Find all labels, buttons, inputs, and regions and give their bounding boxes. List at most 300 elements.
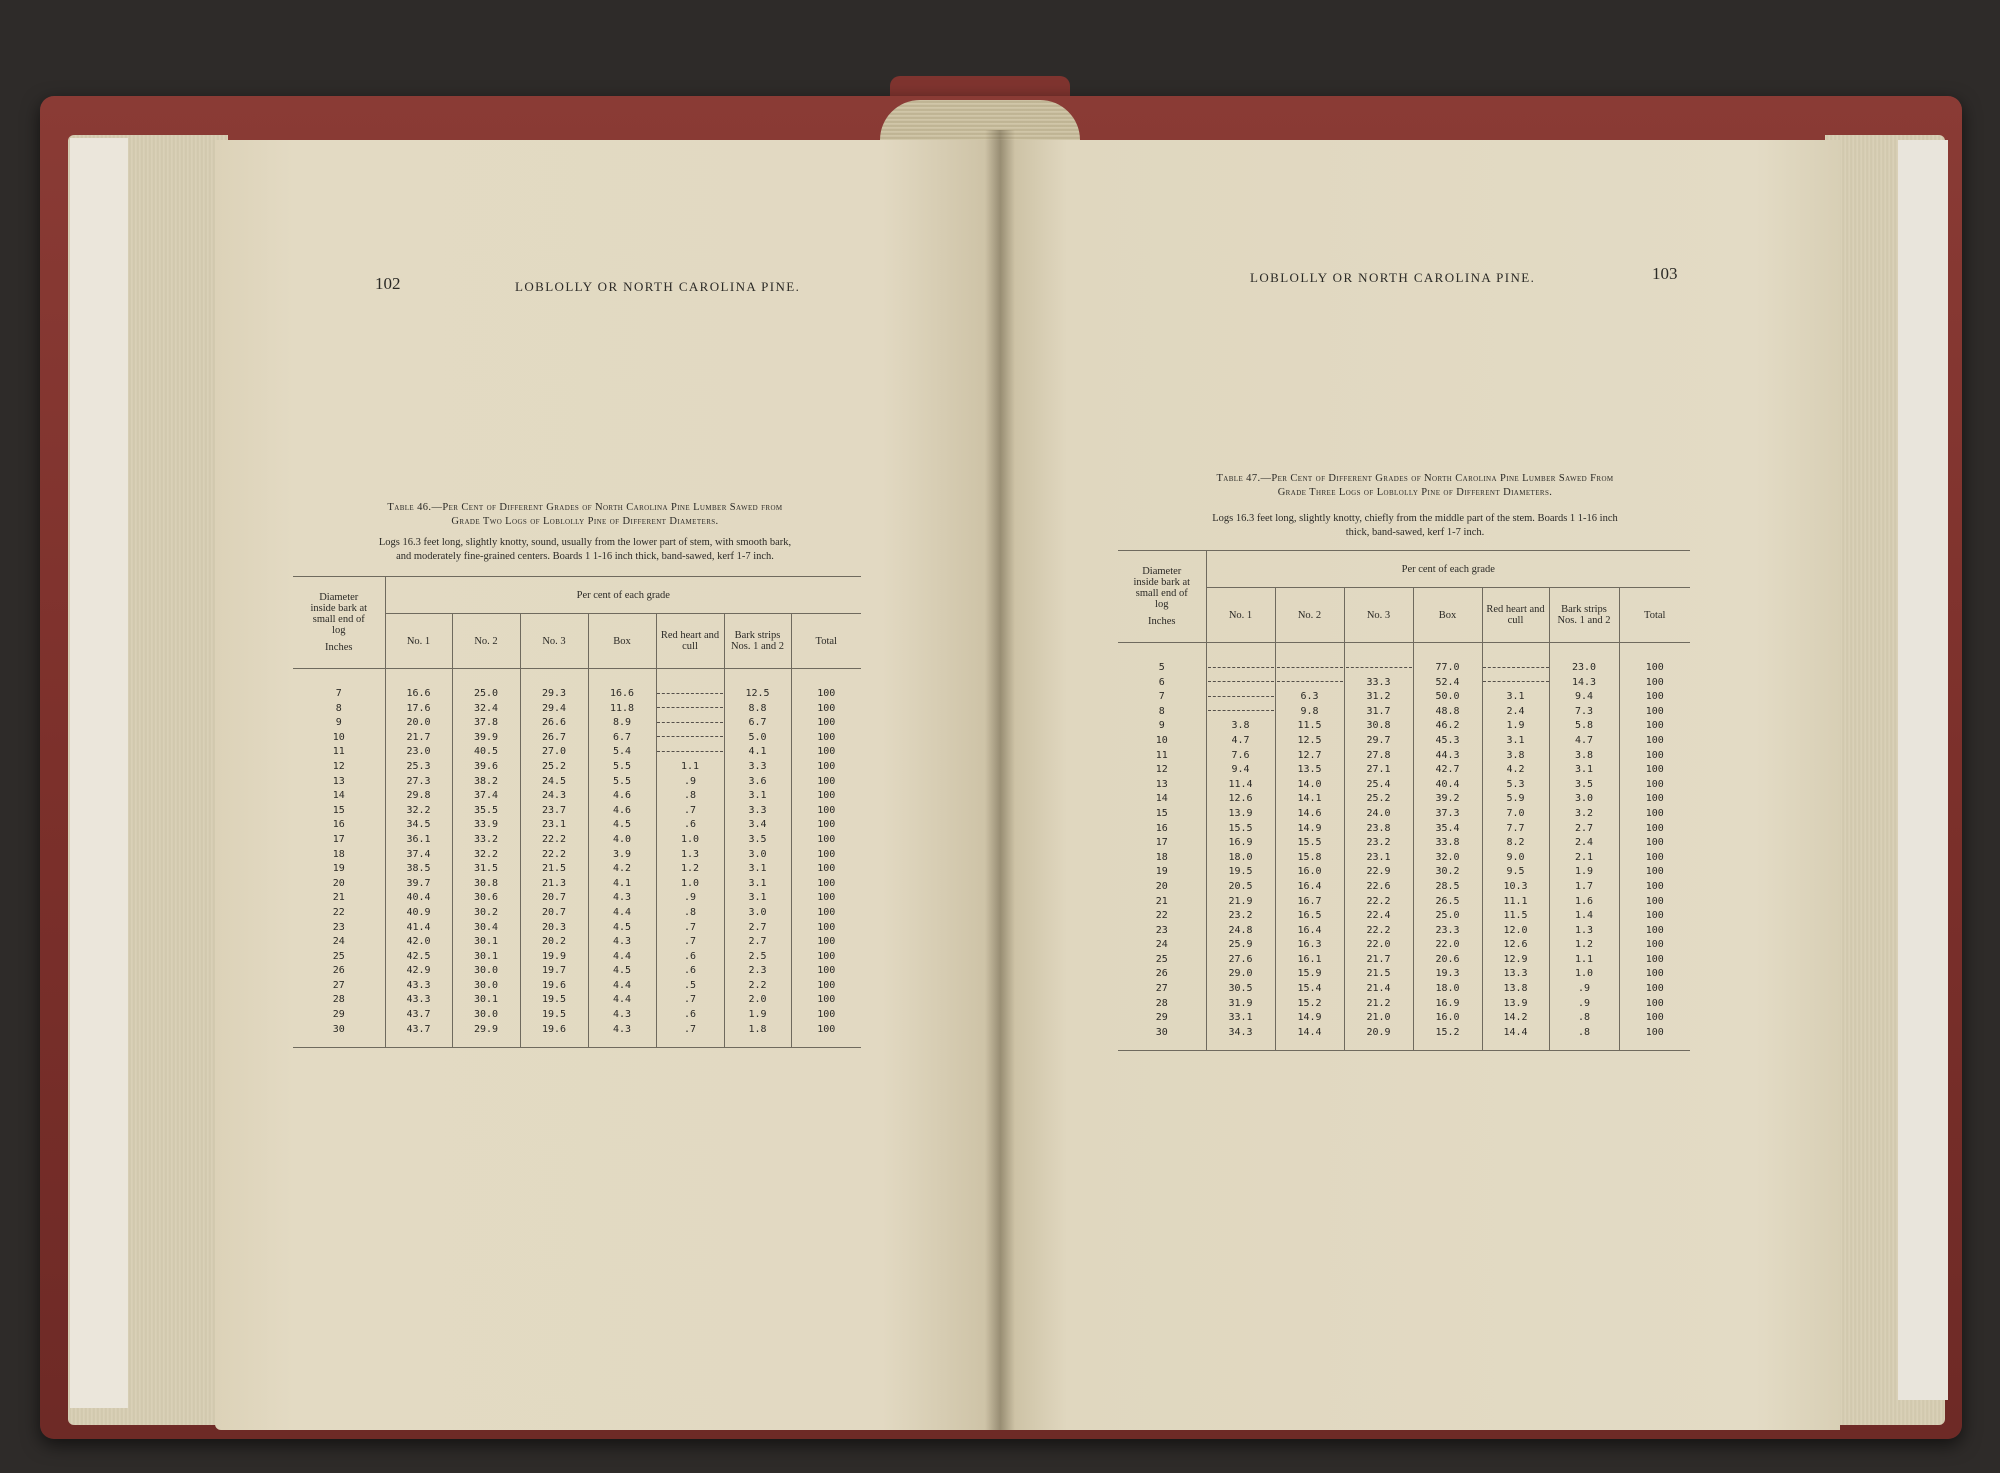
value-cell: 7.0	[1482, 807, 1549, 822]
table-row	[1118, 865, 1690, 880]
value-cell: 42.9	[385, 964, 452, 979]
value-cell: 100	[791, 669, 861, 702]
value-cell: 21.7	[385, 731, 452, 746]
value-cell: 26.5	[1413, 895, 1482, 910]
diameter-cell: 19	[1155, 866, 1168, 878]
diameter-cell: 20	[332, 877, 345, 889]
table-row	[293, 804, 861, 819]
value-cell: 7.6	[1206, 749, 1275, 764]
value-cell: 30.6	[452, 891, 520, 906]
value-cell: 15.4	[1275, 982, 1344, 997]
value-cell: 4.4	[588, 906, 656, 921]
value-cell: 22.2	[520, 848, 588, 863]
value-cell: 1.7	[1549, 880, 1619, 895]
value-cell: 19.5	[1206, 865, 1275, 880]
value-cell: .7	[656, 921, 724, 936]
value-cell: 3.5	[1549, 778, 1619, 793]
value-cell: 12.5	[724, 669, 791, 702]
value-cell: 12.9	[1482, 953, 1549, 968]
value-cell: 44.3	[1413, 749, 1482, 764]
value-cell: 23.1	[1344, 851, 1413, 866]
table-row	[293, 1023, 861, 1048]
value-cell: 4.5	[588, 964, 656, 979]
value-cell: 100	[1619, 690, 1690, 705]
value-cell: 4.4	[588, 993, 656, 1008]
value-cell: 15.5	[1275, 836, 1344, 851]
table-row	[293, 716, 861, 731]
value-cell: 16.9	[1206, 836, 1275, 851]
value-cell: 11.4	[1206, 778, 1275, 793]
column-header: Red heart and cull	[1482, 588, 1549, 643]
value-cell: 37.8	[452, 716, 520, 731]
value-cell: 28.5	[1413, 880, 1482, 895]
column-header: Red heart and cull	[656, 614, 724, 669]
value-cell: 20.2	[520, 935, 588, 950]
table-row	[293, 877, 861, 892]
table-caption-line: Table 47.—Per Cent of Different Grades of North Carolina Pine Lumber Sawed From	[1216, 473, 1614, 484]
value-cell: 42.7	[1413, 763, 1482, 778]
empty-value-dash	[1483, 681, 1549, 682]
value-cell: 22.0	[1344, 938, 1413, 953]
table-caption	[275, 501, 895, 529]
table-row	[293, 818, 861, 833]
value-cell: 25.2	[1344, 792, 1413, 807]
value-cell: 3.5	[724, 833, 791, 848]
value-cell: 13.3	[1482, 967, 1549, 982]
page-number: 103	[1652, 264, 1678, 283]
value-cell	[656, 702, 724, 717]
column-header: Total	[791, 614, 861, 669]
value-cell: 3.0	[724, 906, 791, 921]
column-header: Box	[588, 614, 656, 669]
value-cell	[1482, 643, 1549, 676]
value-cell: 13.9	[1206, 807, 1275, 822]
value-cell: 27.1	[1344, 763, 1413, 778]
value-cell: 3.2	[1549, 807, 1619, 822]
table-row	[1118, 1026, 1690, 1051]
table-row	[293, 669, 861, 702]
column-header: Box	[1413, 588, 1482, 643]
value-cell: 100	[791, 833, 861, 848]
diameter-cell: 25	[332, 950, 345, 962]
column-header: No. 1	[385, 614, 452, 669]
table-row	[1118, 792, 1690, 807]
value-cell: 100	[791, 1023, 861, 1048]
column-header: Bark strips Nos. 1 and 2	[724, 614, 791, 669]
column-header: Bark strips Nos. 1 and 2	[1549, 588, 1619, 643]
value-cell: .8	[656, 906, 724, 921]
value-cell: 9.0	[1482, 851, 1549, 866]
value-cell: 3.3	[724, 804, 791, 819]
value-cell: 1.9	[1549, 865, 1619, 880]
diameter-cell: 13	[1155, 778, 1168, 790]
diameter-cell: 7	[335, 688, 342, 699]
table-row	[1118, 807, 1690, 822]
value-cell: 1.0	[1549, 967, 1619, 982]
value-cell: 100	[791, 964, 861, 979]
empty-value-dash	[1208, 696, 1274, 697]
value-cell: 2.7	[724, 935, 791, 950]
value-cell: .6	[656, 818, 724, 833]
diameter-cell: 16	[332, 819, 345, 831]
value-cell: 100	[1619, 719, 1690, 734]
value-cell: 20.6	[1413, 953, 1482, 968]
value-cell: 42.0	[385, 935, 452, 950]
value-cell: 30.2	[452, 906, 520, 921]
value-cell: 30.4	[452, 921, 520, 936]
value-cell: 4.7	[1206, 734, 1275, 749]
value-cell: 4.3	[588, 1008, 656, 1023]
table-row	[293, 993, 861, 1008]
diameter-cell: 28	[1155, 997, 1168, 1009]
diameter-cell: 16	[1155, 822, 1168, 834]
value-cell: 1.4	[1549, 909, 1619, 924]
value-cell: 100	[1619, 749, 1690, 764]
value-cell: 100	[791, 731, 861, 746]
value-cell: 27.8	[1344, 749, 1413, 764]
value-cell: 3.8	[1549, 749, 1619, 764]
diameter-cell: 13	[332, 775, 345, 787]
value-cell: .8	[656, 789, 724, 804]
value-cell: 5.5	[588, 760, 656, 775]
value-cell: 12.0	[1482, 924, 1549, 939]
table-row	[1118, 982, 1690, 997]
value-cell: 30.1	[452, 993, 520, 1008]
value-cell: 23.2	[1206, 909, 1275, 924]
value-cell: 4.6	[588, 804, 656, 819]
value-cell: 1.3	[1549, 924, 1619, 939]
empty-value-dash	[1208, 681, 1274, 682]
diameter-cell: 11	[332, 746, 345, 758]
value-cell: 29.0	[1206, 967, 1275, 982]
table-row	[1118, 778, 1690, 793]
table-row	[293, 775, 861, 790]
diameter-cell: 26	[1155, 968, 1168, 980]
value-cell	[1206, 705, 1275, 720]
value-cell: 2.7	[1549, 822, 1619, 837]
value-cell: 32.4	[452, 702, 520, 717]
table-row	[293, 731, 861, 746]
value-cell: 12.5	[1275, 734, 1344, 749]
value-cell: 26.7	[520, 731, 588, 746]
value-cell: 19.5	[520, 993, 588, 1008]
value-cell: 3.8	[1482, 749, 1549, 764]
table-caption-line: Grade Two Logs of Loblolly Pine of Different Diameters.	[451, 516, 719, 527]
empty-value-dash	[1346, 667, 1412, 668]
value-cell: 32.2	[385, 804, 452, 819]
value-cell: 24.3	[520, 789, 588, 804]
value-cell: 100	[791, 775, 861, 790]
value-cell: 32.2	[452, 848, 520, 863]
value-cell: 37.4	[452, 789, 520, 804]
value-cell: 9.4	[1549, 690, 1619, 705]
value-cell: 23.0	[1549, 643, 1619, 676]
diameter-cell: 22	[332, 906, 345, 918]
value-cell: 24.0	[1344, 807, 1413, 822]
diameter-cell: 21	[1155, 895, 1168, 907]
table-caption	[1105, 472, 1725, 500]
value-cell: 1.9	[724, 1008, 791, 1023]
value-cell: 6.7	[724, 716, 791, 731]
value-cell: 22.2	[1344, 924, 1413, 939]
value-cell: 10.3	[1482, 880, 1549, 895]
value-cell: 20.5	[1206, 880, 1275, 895]
value-cell: 15.9	[1275, 967, 1344, 982]
value-cell: 9.4	[1206, 763, 1275, 778]
value-cell: 17.6	[385, 702, 452, 717]
value-cell: 33.3	[1344, 676, 1413, 691]
diameter-header-label: Diameter inside bark at small end of log	[310, 592, 368, 636]
value-cell: 100	[791, 891, 861, 906]
value-cell: 5.0	[724, 731, 791, 746]
value-cell: 1.0	[656, 833, 724, 848]
value-cell: 7.3	[1549, 705, 1619, 720]
value-cell: 100	[791, 979, 861, 994]
table-row	[1118, 953, 1690, 968]
table-row	[293, 833, 861, 848]
value-cell: 11.5	[1482, 909, 1549, 924]
book-gutter	[985, 130, 1015, 1430]
table-row	[1118, 924, 1690, 939]
value-cell: 16.0	[1413, 1011, 1482, 1026]
value-cell: 16.6	[385, 669, 452, 702]
table-note-line: Logs 16.3 feet long, slightly knotty, chiefly from the middle part of the stem. Boards 1 1-16 inch	[1212, 513, 1618, 524]
data-table	[293, 576, 861, 1048]
value-cell: 100	[1619, 997, 1690, 1012]
value-cell: 20.7	[520, 906, 588, 921]
value-cell	[1275, 676, 1344, 691]
value-cell: 39.7	[385, 877, 452, 892]
value-cell: 30.8	[1344, 719, 1413, 734]
value-cell: 100	[791, 950, 861, 965]
value-cell: 30.1	[452, 950, 520, 965]
value-cell: 2.7	[724, 921, 791, 936]
diameter-cell: 10	[332, 731, 345, 743]
column-header: No. 2	[1275, 588, 1344, 643]
value-cell: 21.5	[1344, 967, 1413, 982]
value-cell: 41.4	[385, 921, 452, 936]
value-cell: 100	[1619, 822, 1690, 837]
value-cell: 16.0	[1275, 865, 1344, 880]
value-cell: 4.0	[588, 833, 656, 848]
table-body	[293, 669, 861, 1048]
value-cell: 100	[791, 921, 861, 936]
value-cell: 12.7	[1275, 749, 1344, 764]
value-cell: 15.2	[1413, 1026, 1482, 1051]
column-header: No. 1	[1206, 588, 1275, 643]
value-cell: 19.6	[520, 979, 588, 994]
value-cell: 12.6	[1482, 938, 1549, 953]
value-cell: 43.7	[385, 1023, 452, 1048]
value-cell: 16.7	[1275, 895, 1344, 910]
value-cell: 31.9	[1206, 997, 1275, 1012]
value-cell: 1.1	[1549, 953, 1619, 968]
value-cell: 16.4	[1275, 880, 1344, 895]
table-caption-line: Grade Three Logs of Loblolly Pine of Different Diameters.	[1277, 487, 1553, 498]
value-cell: 33.1	[1206, 1011, 1275, 1026]
table-row	[1118, 1011, 1690, 1026]
value-cell: 22.2	[1344, 895, 1413, 910]
table-row	[293, 789, 861, 804]
value-cell: 29.4	[520, 702, 588, 717]
table-row	[1118, 997, 1690, 1012]
value-cell: 24.5	[520, 775, 588, 790]
table-row	[1118, 851, 1690, 866]
value-cell: 13.8	[1482, 982, 1549, 997]
value-cell: 31.5	[452, 862, 520, 877]
value-cell: 29.3	[520, 669, 588, 702]
value-cell: 33.9	[452, 818, 520, 833]
diameter-header	[1118, 551, 1206, 643]
value-cell: 4.1	[724, 745, 791, 760]
value-cell: 3.1	[724, 862, 791, 877]
diameter-cell: 20	[1155, 880, 1168, 892]
value-cell: 100	[1619, 924, 1690, 939]
value-cell: 25.9	[1206, 938, 1275, 953]
value-cell: 25.0	[1413, 909, 1482, 924]
value-cell: 16.3	[1275, 938, 1344, 953]
value-cell: 3.0	[1549, 792, 1619, 807]
value-cell: .9	[656, 775, 724, 790]
table-row	[1118, 749, 1690, 764]
diameter-cell: 5	[1158, 662, 1165, 673]
value-cell: 6.3	[1275, 690, 1344, 705]
value-cell: 18.0	[1413, 982, 1482, 997]
value-cell: 2.2	[724, 979, 791, 994]
value-cell: 100	[791, 716, 861, 731]
value-cell: 100	[1619, 909, 1690, 924]
value-cell: .8	[1549, 1026, 1619, 1051]
value-cell	[1482, 676, 1549, 691]
flyleaf-left	[70, 138, 128, 1408]
value-cell: 34.3	[1206, 1026, 1275, 1051]
value-cell: 39.9	[452, 731, 520, 746]
diameter-cell: 17	[1155, 837, 1168, 849]
group-header: Per cent of each grade	[1206, 551, 1690, 588]
value-cell: 100	[791, 935, 861, 950]
value-cell: 1.2	[1549, 938, 1619, 953]
value-cell: .5	[656, 979, 724, 994]
diameter-cell: 17	[332, 833, 345, 845]
value-cell: 1.3	[656, 848, 724, 863]
table-note	[265, 536, 905, 564]
value-cell	[1206, 643, 1275, 676]
value-cell: 3.1	[724, 877, 791, 892]
value-cell: 13.9	[1482, 997, 1549, 1012]
value-cell: 1.2	[656, 862, 724, 877]
diameter-cell: 9	[335, 717, 342, 729]
value-cell: 20.0	[385, 716, 452, 731]
diameter-cell: 7	[1158, 691, 1165, 703]
value-cell: 22.6	[1344, 880, 1413, 895]
diameter-cell: 30	[293, 1023, 385, 1048]
running-head: LOBLOLLY OR NORTH CAROLINA PINE.	[515, 279, 801, 294]
value-cell: 14.0	[1275, 778, 1344, 793]
value-cell: 24.8	[1206, 924, 1275, 939]
value-cell: 3.1	[724, 789, 791, 804]
value-cell: 3.1	[1482, 734, 1549, 749]
value-cell: 100	[791, 760, 861, 775]
value-cell: .9	[1549, 982, 1619, 997]
value-cell: 33.8	[1413, 836, 1482, 851]
value-cell: 100	[791, 877, 861, 892]
table-caption-line: Table 46.—Per Cent of Different Grades of North Carolina Pine Lumber Sawed from	[387, 502, 783, 513]
value-cell: 4.4	[588, 979, 656, 994]
value-cell: 20.7	[520, 891, 588, 906]
value-cell: 1.6	[1549, 895, 1619, 910]
diameter-cell: 28	[332, 994, 345, 1006]
value-cell: 100	[1619, 836, 1690, 851]
value-cell: 5.9	[1482, 792, 1549, 807]
table-row	[1118, 676, 1690, 691]
diameter-cell: 25	[1155, 953, 1168, 965]
value-cell: 19.3	[1413, 967, 1482, 982]
value-cell: 100	[791, 862, 861, 877]
value-cell: 100	[1619, 705, 1690, 720]
value-cell	[1275, 643, 1344, 676]
diameter-header-label: Diameter inside bark at small end of log	[1133, 566, 1191, 610]
value-cell: 23.1	[520, 818, 588, 833]
value-cell: 16.6	[588, 669, 656, 702]
value-cell: 3.0	[724, 848, 791, 863]
value-cell: 27.3	[385, 775, 452, 790]
value-cell: 100	[791, 818, 861, 833]
diameter-cell: 15	[332, 804, 345, 816]
value-cell: 1.9	[1482, 719, 1549, 734]
diameter-cell: 29	[1155, 1012, 1168, 1024]
table-note-line: and moderately fine-grained centers. Boards 1 1-16 inch thick, band-sawed, kerf 1-7 inch.	[396, 551, 774, 562]
table-row	[1118, 822, 1690, 837]
value-cell: 22.2	[520, 833, 588, 848]
value-cell: 31.2	[1344, 690, 1413, 705]
value-cell: 2.1	[1549, 851, 1619, 866]
value-cell: 23.2	[1344, 836, 1413, 851]
value-cell: 50.0	[1413, 690, 1482, 705]
value-cell: 3.8	[1206, 719, 1275, 734]
value-cell: 20.3	[520, 921, 588, 936]
value-cell: 35.4	[1413, 822, 1482, 837]
value-cell: 100	[1619, 982, 1690, 997]
value-cell: 23.7	[520, 804, 588, 819]
diameter-cell: 8	[335, 702, 342, 714]
group-header: Per cent of each grade	[385, 577, 861, 614]
value-cell: 4.2	[1482, 763, 1549, 778]
table-row	[1118, 719, 1690, 734]
diameter-cell: 22	[1155, 910, 1168, 922]
value-cell: 45.3	[1413, 734, 1482, 749]
table-row	[1118, 763, 1690, 778]
value-cell: 33.2	[452, 833, 520, 848]
empty-value-dash	[657, 722, 723, 723]
table-body	[1118, 643, 1690, 1051]
table-row	[293, 745, 861, 760]
value-cell: 100	[791, 804, 861, 819]
empty-value-dash	[657, 693, 723, 694]
value-cell: 19.7	[520, 964, 588, 979]
value-cell: 1.1	[656, 760, 724, 775]
value-cell: 100	[791, 789, 861, 804]
value-cell: 12.6	[1206, 792, 1275, 807]
value-cell: 38.5	[385, 862, 452, 877]
table-row	[1118, 836, 1690, 851]
table-note	[1105, 512, 1725, 540]
table-row	[293, 950, 861, 965]
value-cell: 21.0	[1344, 1011, 1413, 1026]
table-row	[1118, 895, 1690, 910]
diameter-cell: 23	[332, 921, 345, 933]
value-cell: 25.4	[1344, 778, 1413, 793]
table-row	[293, 760, 861, 775]
